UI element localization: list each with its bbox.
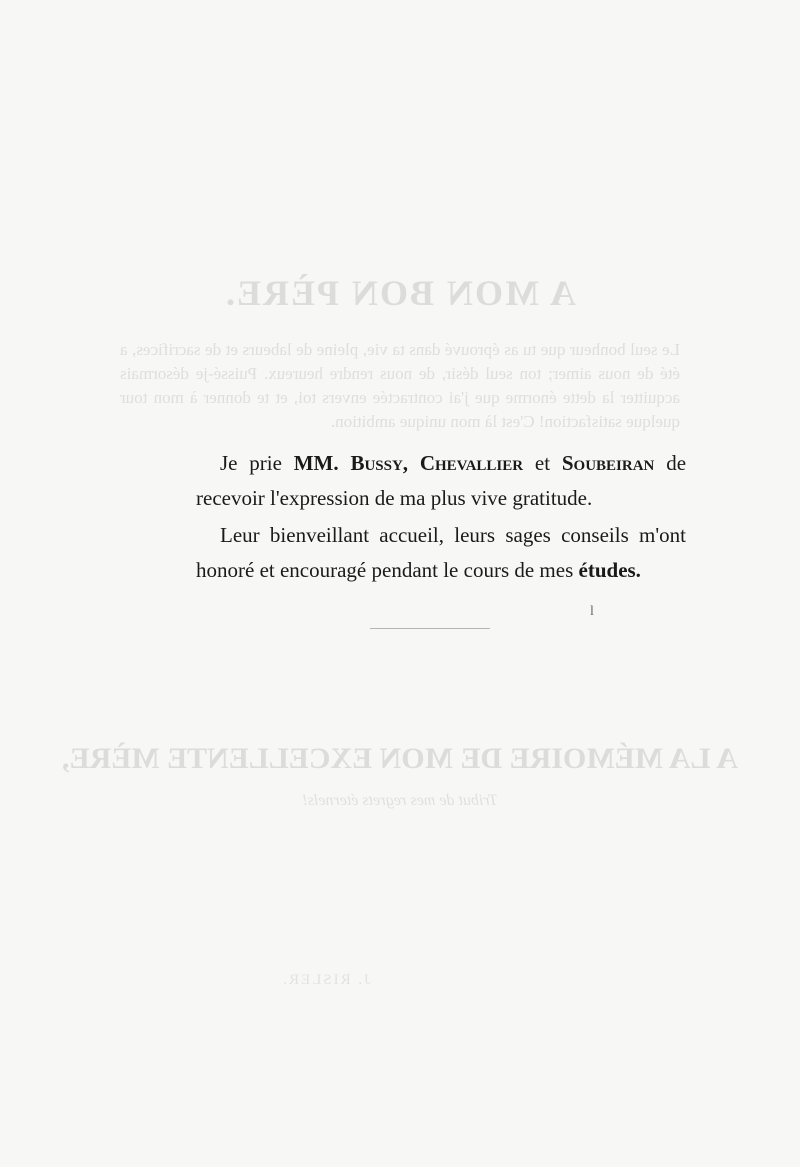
dedication-text bbox=[196, 446, 686, 588]
p2-last-word: études. bbox=[578, 558, 641, 582]
mm-abbrev: MM. bbox=[293, 451, 339, 475]
separator-rule bbox=[370, 628, 490, 629]
p1-end: de recevoir l'expression de ma plus vive gratitude. bbox=[196, 451, 687, 510]
ghost-signature: J. RISLER. bbox=[281, 972, 370, 988]
ghost-title-top: A MON BON PÈRE. bbox=[224, 273, 577, 313]
name-chevallier: Chevallier bbox=[419, 451, 524, 475]
ghost-paragraph: Le seul bonheur que tu as éprouvé dans ta vie, pleine de labeurs et de sacrifices, a été de nous aimer; ton seul désir, de nous rendre heureux. Puissé-je désormais acquitter la dette énorme que j'ai contractée envers toi, et te donner à mon tour quelque satisfaction! C'est là mon unique ambition. bbox=[120, 340, 680, 431]
ghost-subtitle: Tribut de mes regrets éternels! bbox=[302, 792, 498, 809]
p1-start: Je prie bbox=[220, 451, 294, 475]
p2-main: Leur bienveillant accueil, leurs sages conseils m'ont honoré et encouragé pendant le cours de mes bbox=[196, 523, 686, 582]
marginal-mark: l bbox=[590, 604, 594, 619]
dedication-paragraph-1 bbox=[196, 446, 686, 516]
name-bussy: Bussy, bbox=[350, 451, 409, 475]
ghost-title-bottom: A LA MÉMOIRE DE MON EXCELLENTE MÈRE, bbox=[62, 742, 738, 775]
and-word: et bbox=[534, 451, 551, 475]
dedication-paragraph-2 bbox=[196, 518, 686, 588]
name-soubeiran: Soubeiran bbox=[561, 451, 655, 475]
